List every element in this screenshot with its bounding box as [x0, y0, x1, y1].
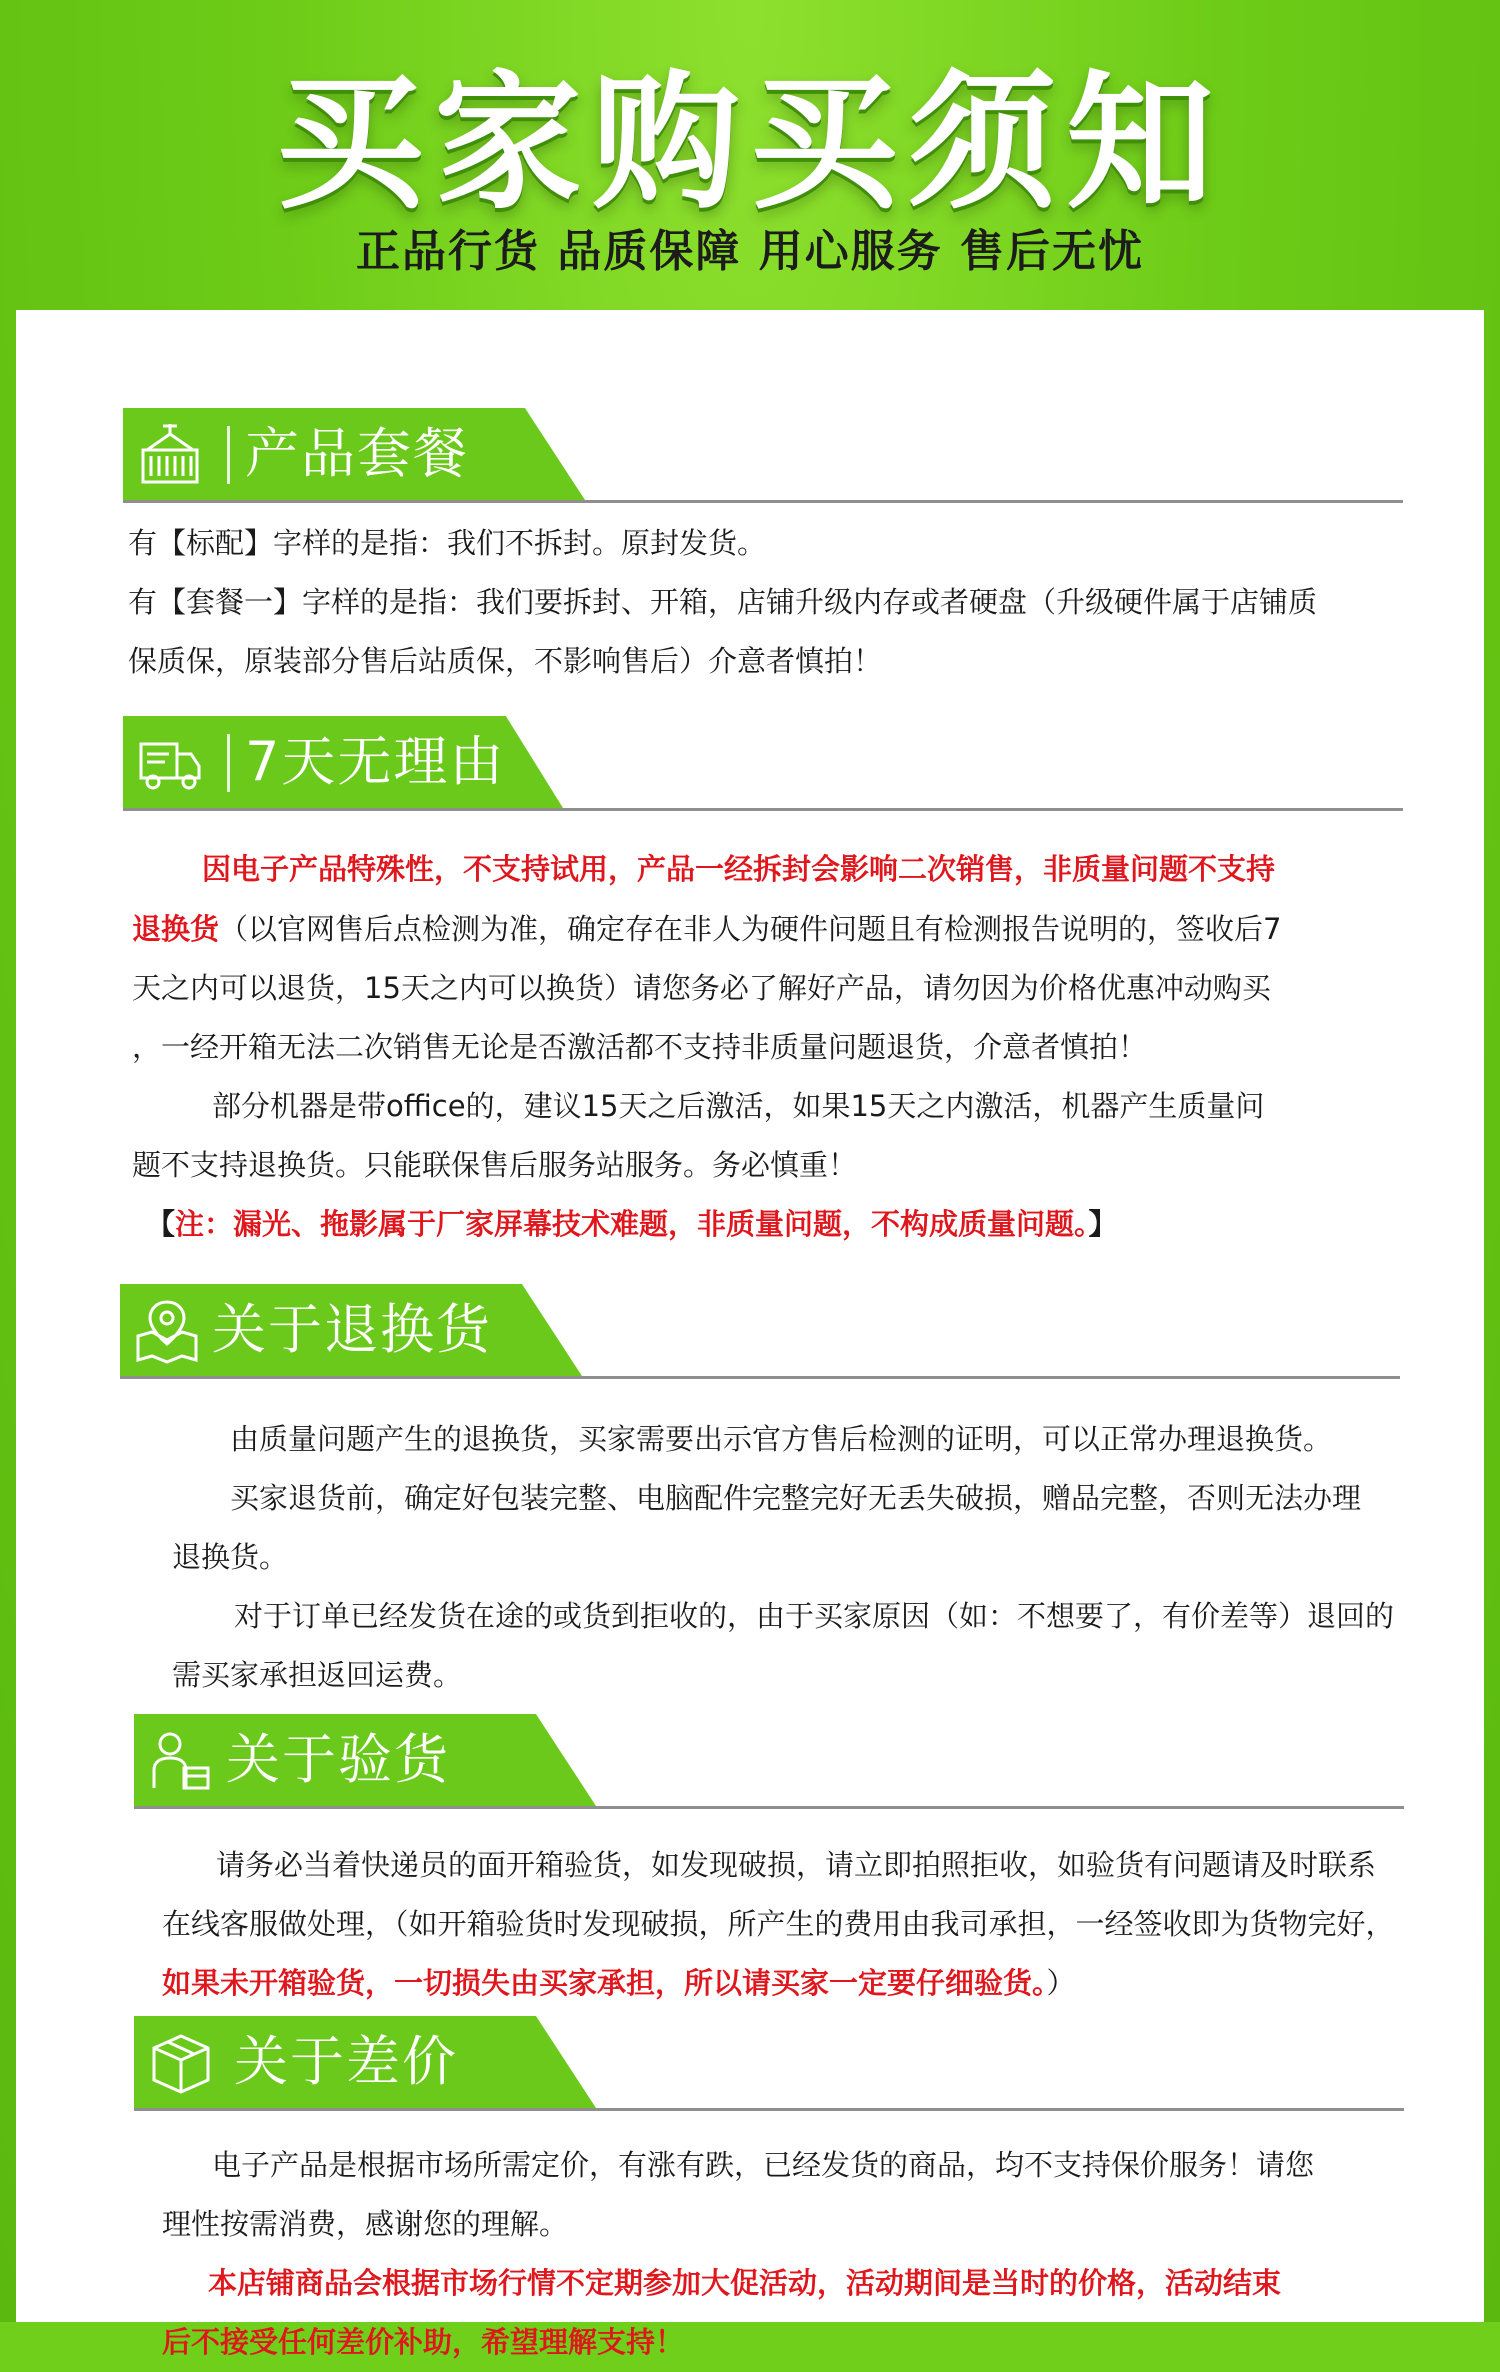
page-subtitle: 正品行货 品质保障 用心服务 售后无忧: [356, 226, 1144, 277]
delivery-truck-icon: [135, 728, 205, 798]
section-title: 关于验货: [226, 1728, 450, 1791]
header-separator: [227, 734, 230, 792]
7day-line-2: [132, 900, 1281, 959]
package-line-1: 有【标配】字样的是指：我们不拆封。原封发货。: [128, 526, 767, 560]
7day-line-6: 题不支持退换货。只能联保售后服务站服务。务必慎重！: [132, 1148, 858, 1182]
package-line-2: 有【套餐一】字样的是指：我们要拆封、开箱，店铺升级内存或者硬盘（升级硬件属于店铺质: [128, 585, 1318, 619]
inspection-warning: 如果未开箱验货，一切损失由买家承担，所以请买家一定要仔细验货。: [162, 1966, 1047, 2000]
returns-line-5: 需买家承担返回运费。: [172, 1658, 463, 1692]
section-header-price-diff: [134, 2016, 1404, 2116]
returns-line-1: 由质量问题产生的退换货，买家需要出示官方售后检测的证明，可以正常办理退换货。: [230, 1422, 1333, 1456]
inspection-close-paren: ）: [1046, 1966, 1076, 2000]
price-line-1: 电子产品是根据市场所需定价，有涨有跌，已经发货的商品，均不支持保价服务！请您: [212, 2148, 1315, 2182]
header-separator: [227, 426, 230, 484]
returns-line-2: 买家退货前，确定好包装完整、电脑配件完整完好无丢失破损，赠品完整，否则无法办理: [230, 1481, 1362, 1515]
section-header-returns: [120, 1284, 1400, 1384]
section-divider: [134, 1806, 1404, 1809]
section-title: 关于差价: [234, 2030, 458, 2093]
price-warning-line-1: 本店铺商品会根据市场行情不定期参加大促活动，活动期间是当时的价格，活动结束: [208, 2266, 1282, 2300]
page-title: 买家购买须知: [276, 57, 1224, 229]
section-header-7day: [123, 716, 1403, 816]
content-panel: [16, 310, 1484, 2359]
price-warning-line-2: 后不接受任何差价补助，希望理解支持！: [162, 2325, 685, 2359]
7day-note-line: [146, 1195, 1118, 1254]
inspection-line-2: 在线客服做处理，（如开箱验货时发现破损，所产生的费用由我司承担，一经签收即为货物完好，: [162, 1907, 1395, 1941]
package-box-icon: [146, 2028, 216, 2098]
section-divider: [120, 1376, 1400, 1379]
7day-line-2-text: （以官网售后点检测为准，确定存在非人为硬件问题且有检测报告说明的，签收后7: [219, 912, 1282, 946]
section-header-package: [123, 408, 1403, 508]
7day-line-4: ，一经开箱无法二次销售无论是否激活都不支持非质量问题退货，介意者慎拍！: [132, 1030, 1148, 1064]
section-divider: [134, 2108, 1404, 2111]
shipping-container-crane-icon: [135, 420, 205, 490]
section-header-inspection: [134, 1714, 1404, 1814]
package-line-3: 保质保，原装部分售后站质保，不影响售后）介意者慎拍！: [128, 644, 883, 678]
note-bracket-open: 【: [146, 1207, 176, 1241]
note-bracket-close: 】: [1088, 1207, 1118, 1241]
returns-line-4: 对于订单已经发货在途的或货到拒收的，由于买家原因（如：不想要了，有价差等）退回的: [234, 1599, 1395, 1633]
returns-line-3: 退换货。: [172, 1540, 289, 1574]
section-title: 7天无理由: [245, 730, 506, 793]
section-divider: [123, 808, 1403, 811]
courier-person-icon: [146, 1726, 216, 1796]
7day-warning-word: 退换货: [132, 912, 220, 946]
7day-line-3: 天之内可以退货，15天之内可以换货）请您务必了解好产品，请勿因为价格优惠冲动购买: [132, 971, 1271, 1005]
price-line-2: 理性按需消费，感谢您的理解。: [162, 2207, 569, 2241]
7day-warning-line: 因电子产品特殊性，不支持试用，产品一经拆封会影响二次销售，非质量问题不支持: [202, 852, 1276, 886]
section-divider: [123, 500, 1403, 503]
note-text: 注：漏光、拖影属于厂家屏幕技术难题，非质量问题，不构成质量问题。: [175, 1207, 1089, 1241]
7day-line-5: 部分机器是带office的，建议15天之后激活，如果15天之内激活，机器产生质量问: [212, 1089, 1265, 1123]
section-title: 产品套餐: [245, 422, 469, 485]
inspection-line-3: [162, 1954, 1076, 2013]
inspection-line-1: 请务必当着快递员的面开箱验货，如发现破损，请立即拍照拒收，如验货有问题请及时联系: [216, 1848, 1377, 1882]
section-title: 关于退换货: [212, 1298, 492, 1361]
map-location-pin-icon: [132, 1296, 202, 1366]
